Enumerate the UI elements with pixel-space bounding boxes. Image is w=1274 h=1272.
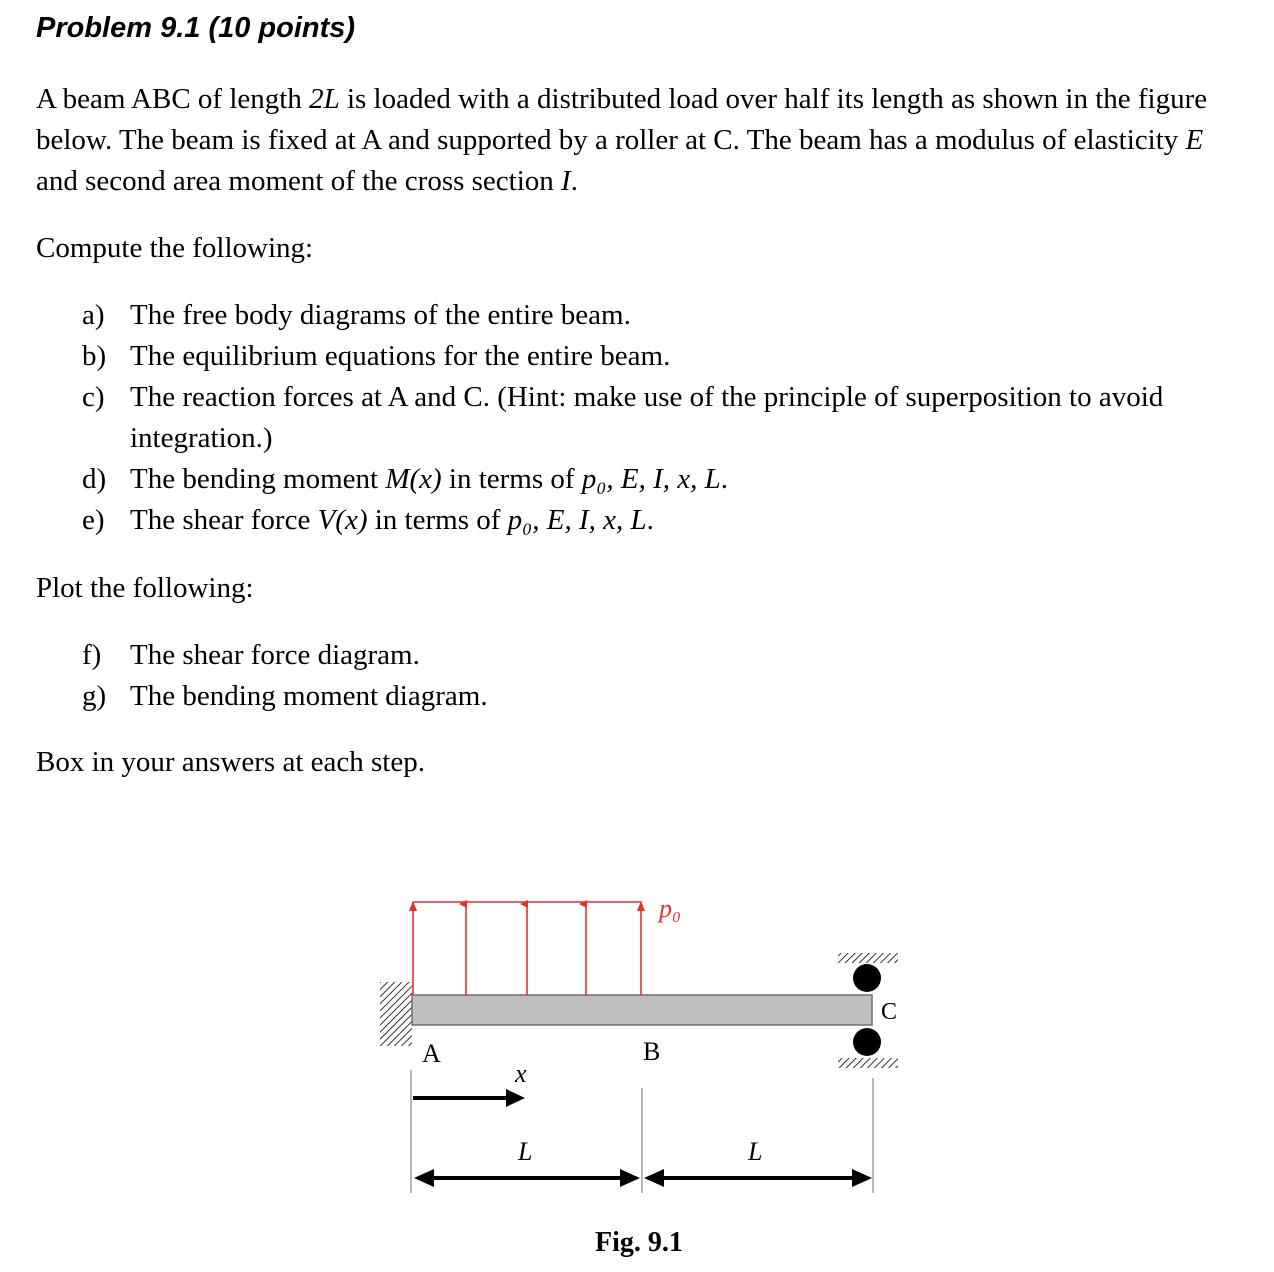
compute-list bbox=[82, 295, 1252, 541]
span-2-dimension-arrow bbox=[644, 1169, 872, 1187]
item-text: The bending moment bbox=[130, 463, 386, 495]
item-text-mid: in terms of bbox=[367, 504, 508, 536]
item-label: b) bbox=[82, 340, 107, 372]
roller-bottom bbox=[853, 1028, 881, 1056]
item-text-end: . bbox=[720, 463, 729, 495]
x-arrowhead bbox=[506, 1089, 525, 1107]
plot-item-g bbox=[82, 676, 1252, 717]
item-text: The shear force bbox=[130, 504, 318, 536]
beam-figure bbox=[0, 860, 1274, 1260]
variable-list: p₀, E, I, x, L bbox=[581, 463, 721, 495]
x-coordinate-label: x bbox=[515, 1059, 527, 1088]
roller-bottom-hatch bbox=[838, 1058, 898, 1068]
item-label: a) bbox=[82, 299, 105, 331]
item-text: The free body diagrams of the entire beam. bbox=[130, 299, 631, 331]
closing-instruction: Box in your answers at each step. bbox=[36, 746, 425, 778]
point-a-label: A bbox=[422, 1039, 441, 1068]
item-text: The bending moment diagram. bbox=[130, 680, 488, 712]
item-label: f) bbox=[82, 639, 102, 671]
dimension-extension-lines bbox=[411, 1070, 873, 1193]
beam bbox=[412, 995, 872, 1025]
intro-part-4: . bbox=[570, 165, 578, 197]
compute-heading: Compute the following: bbox=[36, 232, 314, 264]
compute-item-c bbox=[82, 377, 1252, 459]
intro-part-1: A beam ABC of length bbox=[36, 83, 310, 115]
item-text: The equilibrium equations for the entire beam. bbox=[130, 340, 671, 372]
fixed-wall-hatch bbox=[380, 982, 412, 1046]
problem-statement bbox=[36, 79, 1246, 202]
beam-length-symbol: 2L bbox=[309, 83, 340, 115]
compute-item-d bbox=[82, 459, 1252, 500]
roller-top bbox=[853, 964, 881, 992]
item-label: g) bbox=[82, 680, 107, 712]
span-1-dimension-arrow bbox=[414, 1169, 640, 1187]
variable-list: p₀, E, I, x, L bbox=[507, 504, 647, 536]
item-label: e) bbox=[82, 504, 105, 536]
inertia-symbol: I bbox=[561, 165, 571, 197]
plot-list bbox=[82, 635, 1252, 717]
item-text: The shear force diagram. bbox=[130, 639, 420, 671]
intro-part-3: and second area moment of the cross section bbox=[36, 165, 562, 197]
modulus-symbol: E bbox=[1185, 124, 1204, 156]
problem-title: Problem 9.1 (10 points) bbox=[36, 12, 356, 44]
item-text-end: . bbox=[646, 504, 654, 536]
item-text-mid: in terms of bbox=[441, 463, 582, 495]
figure-caption: Fig. 9.1 bbox=[595, 1227, 683, 1258]
roller-top-hatch bbox=[838, 953, 898, 963]
plot-item-f bbox=[82, 635, 1252, 676]
distributed-load bbox=[413, 902, 641, 995]
plot-heading: Plot the following: bbox=[36, 572, 254, 604]
item-label: c) bbox=[82, 381, 105, 413]
intro-part-2: is loaded with a distributed load over half its length as shown in the figure below. The beam is fixed at A and supported by a roller at C. The beam has a modulus of elasticity bbox=[36, 83, 1208, 156]
shear-function: V(x) bbox=[317, 504, 368, 536]
item-label: d) bbox=[82, 463, 107, 495]
span-1-label: L bbox=[518, 1137, 533, 1166]
moment-function: M(x) bbox=[385, 463, 442, 495]
compute-item-b bbox=[82, 336, 1252, 377]
point-c-label: C bbox=[881, 999, 898, 1025]
load-label: p₀ bbox=[659, 894, 682, 923]
point-b-label: B bbox=[643, 1037, 661, 1066]
compute-item-e bbox=[82, 500, 1252, 541]
compute-item-a bbox=[82, 295, 1252, 336]
item-text: The reaction forces at A and C. (Hint: make use of the principle of superposition to avoid integration.) bbox=[130, 381, 1164, 454]
span-2-label: L bbox=[748, 1137, 763, 1166]
